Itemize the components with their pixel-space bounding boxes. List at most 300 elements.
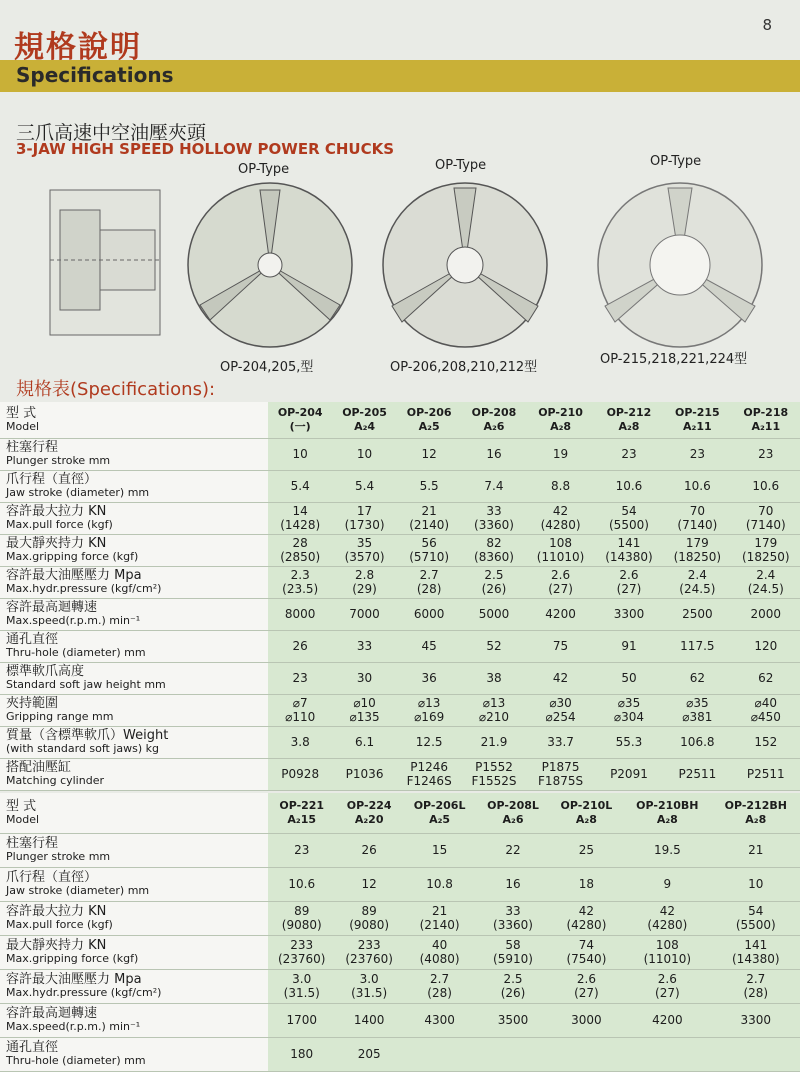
chuck-diagrams — [30, 154, 780, 375]
table-cell — [268, 1003, 335, 1037]
cell-value: 18 — [578, 877, 595, 891]
cell-value: 56 — [421, 536, 437, 550]
table-cell — [623, 935, 711, 969]
type-label-2: OP-Type — [435, 158, 487, 173]
table-cell — [663, 758, 731, 790]
model-header-line: OP-212BH — [724, 798, 787, 812]
cell-value: 3.8 — [290, 735, 310, 749]
cell-value: 38 — [486, 671, 502, 685]
table-cell — [663, 470, 731, 502]
table-row — [0, 438, 800, 470]
cell-value: P2511 — [678, 767, 717, 781]
table-cell — [268, 901, 335, 935]
table-cell — [476, 867, 549, 901]
cell-value: 74 — [578, 938, 595, 952]
cell-value: 33.7 — [547, 735, 574, 749]
table-cell — [732, 726, 800, 758]
header-title-cn: 規格說明 — [14, 30, 142, 65]
cell-value: P2091 — [610, 767, 648, 781]
cell-value: 35 — [356, 536, 373, 550]
cell-value: (5910) — [493, 952, 533, 966]
row-label-cn: 標準軟爪高度 — [6, 664, 85, 679]
model-header-line: A₂8 — [618, 419, 640, 433]
table-cell — [335, 969, 402, 1003]
table-cell — [335, 935, 402, 969]
table-cell — [268, 662, 332, 694]
model-header-line: OP-215 — [674, 405, 720, 419]
model-header-cell — [268, 402, 332, 438]
row-label-en: Max.pull force (kgf) — [6, 518, 113, 531]
row-label-cn: 最大靜夾持力 KN — [6, 938, 107, 953]
table-cell — [595, 502, 663, 534]
table-cell — [712, 901, 800, 935]
cell-value: 2.7 — [746, 972, 766, 986]
cell-value: 54 — [748, 904, 764, 918]
row-label-cn: 爪行程（直徑） — [6, 472, 98, 487]
cell-value: 3500 — [497, 1013, 529, 1027]
table-cell — [403, 1037, 476, 1071]
cell-value: (26) — [481, 582, 507, 596]
table-row — [0, 1003, 800, 1037]
model-header-line: A₂5 — [418, 419, 440, 433]
row-label-en: Jaw stroke (diameter) mm — [6, 486, 150, 499]
table-cell — [397, 630, 462, 662]
table-cell — [462, 726, 527, 758]
table-header-row — [0, 402, 800, 438]
row-label-en: Max.gripping force (kgf) — [6, 952, 139, 965]
table-cell — [268, 969, 335, 1003]
cell-value: 233 — [357, 938, 381, 952]
cell-value: 26 — [292, 639, 308, 653]
cell-value: 3.0 — [292, 972, 312, 986]
cell-value: 21 — [421, 504, 437, 518]
cell-value: ⌀254 — [545, 710, 576, 724]
cell-value: 19 — [552, 447, 569, 461]
table-cell — [268, 694, 332, 726]
cell-value: P1246 — [410, 760, 449, 774]
table-cell — [403, 867, 476, 901]
row-label-cn: 搭配油壓缸 — [6, 760, 72, 775]
row-label — [0, 969, 268, 1003]
cell-value: 2.7 — [430, 972, 450, 986]
table-cell — [403, 833, 476, 867]
cell-value: 5.4 — [355, 479, 375, 493]
table-cell — [476, 935, 549, 969]
table-cell — [397, 438, 462, 470]
table-cell — [623, 1037, 711, 1071]
cell-value: 42 — [578, 904, 595, 918]
table-cell — [732, 598, 800, 630]
cell-value: 2.6 — [576, 972, 596, 986]
cell-value: (2850) — [280, 550, 321, 564]
table-cell — [550, 901, 623, 935]
table-cell — [268, 438, 332, 470]
cell-value: ⌀210 — [478, 710, 510, 724]
table-cell — [595, 662, 663, 694]
model-header-line: A₂6 — [483, 419, 505, 433]
cell-value: (27) — [616, 582, 642, 596]
cell-value: 26 — [361, 843, 377, 857]
cell-value: 2.4 — [687, 568, 707, 582]
table-cell — [332, 758, 396, 790]
table-cell — [476, 1003, 549, 1037]
table-cell — [663, 726, 731, 758]
row-label — [0, 534, 268, 566]
table-row — [0, 470, 800, 502]
model-header-line: A₂11 — [751, 419, 781, 433]
table-cell — [526, 438, 594, 470]
cell-value: F1246S — [406, 774, 452, 788]
cell-value: 2.7 — [419, 568, 439, 582]
table-cell — [595, 534, 663, 566]
row-label — [0, 630, 268, 662]
model-header-line: OP-224 — [346, 798, 392, 812]
cell-value: 55.3 — [615, 735, 643, 749]
cell-value: 179 — [754, 536, 778, 550]
table-cell — [476, 969, 549, 1003]
model-header-line: OP-210BH — [636, 798, 699, 812]
table-cell — [268, 935, 335, 969]
table-cell — [732, 630, 800, 662]
header-title-en: Specifications — [16, 63, 174, 87]
cell-value: P2511 — [746, 767, 785, 781]
row-label — [0, 793, 268, 833]
cell-value: 2.5 — [503, 972, 523, 986]
table-cell — [595, 566, 663, 598]
table-cell — [397, 694, 462, 726]
cell-value: 5000 — [478, 607, 510, 621]
cell-value: 3.0 — [359, 972, 379, 986]
table-cell — [476, 833, 549, 867]
cell-value: (24.5) — [679, 582, 716, 596]
cell-value: (3360) — [493, 918, 533, 932]
model-header-cell — [476, 793, 549, 833]
cell-value: 3000 — [571, 1013, 602, 1027]
table-cell — [462, 566, 527, 598]
chuck-face-1 — [188, 183, 352, 347]
model-header-line: A₂8 — [745, 812, 767, 826]
row-label — [0, 1037, 268, 1071]
model-header-line: (一) — [289, 419, 311, 433]
model-header-line: A₂8 — [575, 812, 597, 826]
row-label-en: Matching cylinder — [6, 774, 104, 787]
cell-value: (9080) — [349, 918, 390, 932]
table-cell — [268, 598, 332, 630]
row-label — [0, 598, 268, 630]
cell-value: 62 — [689, 671, 705, 685]
table-row — [0, 758, 800, 790]
model-header-line: A₂8 — [656, 812, 678, 826]
table-row — [0, 598, 800, 630]
row-label-cn: 容許最大拉力 KN — [6, 504, 107, 519]
cell-value: (7140) — [677, 518, 718, 532]
table-cell — [268, 867, 335, 901]
model-header-line: A₂5 — [429, 812, 451, 826]
row-label-cn: 容許最大油壓壓力 Mpa — [6, 972, 142, 987]
cell-value: 3300 — [613, 607, 645, 621]
row-label-en: Model — [6, 812, 40, 826]
cell-value: (4080) — [419, 952, 460, 966]
cell-value: 10.6 — [752, 479, 780, 493]
model-header-line: OP-206 — [406, 405, 452, 419]
cell-value: 10 — [748, 877, 764, 891]
model-header-line: OP-205 — [342, 405, 387, 419]
cell-value: ⌀30 — [549, 696, 572, 710]
cell-value: 58 — [505, 938, 521, 952]
table-cell — [550, 1037, 623, 1071]
table-cell — [526, 534, 594, 566]
cell-value: 19.5 — [653, 843, 681, 857]
cell-value: ⌀304 — [613, 710, 645, 724]
model-header-line: OP-212 — [606, 405, 652, 419]
cell-value: F1875S — [538, 774, 584, 788]
table-cell — [663, 662, 731, 694]
cell-value: 233 — [290, 938, 314, 952]
table-cell — [595, 726, 663, 758]
cell-value: (18250) — [742, 550, 790, 564]
table-cell — [663, 534, 731, 566]
row-label — [0, 833, 268, 867]
table-row — [0, 662, 800, 694]
table-cell — [335, 901, 402, 935]
table-cell — [332, 566, 396, 598]
table-row — [0, 969, 800, 1003]
table-cell — [397, 566, 462, 598]
row-label-en: (with standard soft jaws) kg — [6, 742, 160, 755]
table-cell — [663, 598, 731, 630]
table-cell — [332, 630, 396, 662]
cell-value: (27) — [548, 582, 573, 596]
cell-value: (1428) — [280, 518, 321, 532]
cell-value: ⌀450 — [750, 710, 781, 724]
table-cell — [663, 566, 731, 598]
cell-value: 108 — [655, 938, 679, 952]
cell-value: 17 — [356, 504, 373, 518]
table-cell — [623, 1003, 711, 1037]
cell-value: 14 — [292, 504, 308, 518]
table-cell — [403, 935, 476, 969]
row-label — [0, 438, 268, 470]
table-row — [0, 726, 800, 758]
cell-value: 12.5 — [415, 735, 443, 749]
model-header-cell — [462, 402, 527, 438]
cell-value: ⌀40 — [754, 696, 778, 710]
row-label-cn: 容許最大油壓壓力 Mpa — [6, 568, 142, 583]
cell-value: 82 — [486, 536, 502, 550]
table-cell — [335, 1037, 402, 1071]
row-label — [0, 470, 268, 502]
cell-value: (14380) — [605, 550, 653, 564]
cell-value: (11010) — [643, 952, 692, 966]
model-header-line: A₂8 — [550, 419, 572, 433]
table-cell — [335, 833, 402, 867]
cell-value: (2140) — [419, 918, 460, 932]
cell-value: ⌀135 — [349, 710, 380, 724]
table-row — [0, 867, 800, 901]
table-cell — [550, 1003, 623, 1037]
cell-value: 52 — [486, 639, 502, 653]
table-cell — [397, 662, 462, 694]
table-cell — [663, 502, 731, 534]
table-cell — [526, 566, 594, 598]
row-label-en: Max.speed(r.p.m.) min⁻¹ — [6, 614, 141, 627]
model-header-line: A₂15 — [287, 812, 317, 826]
cell-value: 70 — [689, 504, 705, 518]
table-row — [0, 694, 800, 726]
cell-value: (23760) — [345, 952, 393, 966]
cell-value: (2140) — [409, 518, 450, 532]
table-cell — [623, 833, 711, 867]
cell-value: 54 — [621, 504, 637, 518]
cell-value: 2.6 — [551, 568, 571, 582]
cell-value: (23760) — [277, 952, 326, 966]
cell-value: (5500) — [735, 918, 776, 932]
row-label-cn: 柱塞行程 — [6, 836, 59, 851]
cell-value: 2.8 — [355, 568, 375, 582]
model-header-cell — [712, 793, 800, 833]
row-label — [0, 566, 268, 598]
model-header-line: OP-210 — [538, 405, 583, 419]
cell-value: 179 — [685, 536, 709, 550]
table-cell — [712, 833, 800, 867]
model-header-cell — [732, 402, 800, 438]
cell-value: 12 — [421, 447, 437, 461]
cross-section-drawing — [50, 190, 160, 335]
cell-value: ⌀381 — [682, 710, 713, 724]
model-header-cell — [268, 793, 335, 833]
table-cell — [397, 502, 462, 534]
table-cell — [550, 833, 623, 867]
cell-value: 16 — [505, 877, 521, 891]
row-label-en: Gripping range mm — [6, 710, 114, 723]
table-cell — [268, 502, 332, 534]
cell-value: 2.6 — [657, 972, 677, 986]
section-title-cn: 三爪高速中空油壓夾頭 — [16, 122, 207, 144]
table-cell — [332, 694, 396, 726]
cell-value: 4200 — [652, 1013, 683, 1027]
model-header-cell — [332, 402, 396, 438]
row-label-en: Max.hydr.pressure (kgf/cm²) — [6, 582, 162, 595]
chuck-face-2 — [383, 183, 547, 347]
table-cell — [403, 969, 476, 1003]
cell-value: (27) — [574, 986, 599, 1000]
row-label — [0, 726, 268, 758]
cell-value: 5.4 — [290, 479, 310, 493]
type-label-1: OP-Type — [238, 162, 290, 177]
cell-value: (14380) — [732, 952, 780, 966]
table-cell — [462, 630, 527, 662]
row-label-cn: 容許最高迴轉速 — [6, 1006, 98, 1021]
table-cell — [268, 758, 332, 790]
cell-value: 89 — [361, 904, 377, 918]
cell-value: 7.4 — [484, 479, 504, 493]
table-cell — [332, 534, 396, 566]
cell-value: 89 — [294, 904, 310, 918]
cell-value: 62 — [758, 671, 774, 685]
model-header-cell — [595, 402, 663, 438]
table-cell — [332, 502, 396, 534]
table-cell — [595, 598, 663, 630]
cell-value: 4300 — [424, 1013, 455, 1027]
table-cell — [397, 726, 462, 758]
row-label-cn: 型 式 — [6, 405, 37, 421]
table-cell — [550, 867, 623, 901]
model-header-line: OP-206L — [413, 798, 466, 812]
row-label-en: Thru-hole (diameter) mm — [6, 1054, 146, 1067]
cell-value: (7540) — [566, 952, 607, 966]
row-label — [0, 935, 268, 969]
cell-value: 75 — [552, 639, 569, 653]
spec-table-1 — [0, 402, 800, 791]
cell-value: 2500 — [682, 607, 713, 621]
table-cell — [268, 833, 335, 867]
table-cell — [595, 438, 663, 470]
cell-value: 117.5 — [680, 639, 715, 653]
cell-value: 12 — [361, 877, 377, 891]
model-header-cell — [403, 793, 476, 833]
cell-value: 152 — [754, 735, 778, 749]
cell-value: 28 — [292, 536, 308, 550]
cell-value: P1875 — [541, 760, 580, 774]
table-cell — [732, 758, 800, 790]
cell-value: 36 — [421, 671, 437, 685]
table-cell — [332, 662, 396, 694]
row-label-en: Standard soft jaw height mm — [6, 678, 166, 691]
table-cell — [732, 662, 800, 694]
cell-value: (27) — [655, 986, 680, 1000]
cell-value: 10.6 — [615, 479, 643, 493]
cell-value: ⌀13 — [417, 696, 441, 710]
model-header-line: A₂4 — [354, 419, 376, 433]
table-cell — [526, 758, 594, 790]
row-label-en: Max.hydr.pressure (kgf/cm²) — [6, 986, 162, 999]
table-cell — [526, 726, 594, 758]
cell-value: 23 — [294, 843, 310, 857]
cell-value: (29) — [352, 582, 377, 596]
table-cell — [397, 758, 462, 790]
cell-value: (3570) — [344, 550, 385, 564]
spec-table-title: 規格表(Specifications): — [16, 379, 216, 400]
model-header-cell — [335, 793, 402, 833]
row-label — [0, 758, 268, 790]
model-header-cell — [663, 402, 731, 438]
row-label-en: Jaw stroke (diameter) mm — [6, 884, 150, 897]
row-label — [0, 901, 268, 935]
cell-value: (9080) — [281, 918, 322, 932]
table-cell — [663, 438, 731, 470]
cell-value: P1552 — [475, 760, 513, 774]
cell-value: 21 — [431, 904, 448, 918]
table-cell — [663, 630, 731, 662]
cell-value: ⌀35 — [617, 696, 641, 710]
cell-value: 4200 — [545, 607, 576, 621]
model-header-cell — [397, 402, 462, 438]
cell-value: P1036 — [345, 767, 384, 781]
table-cell — [476, 901, 549, 935]
row-label-en: Max.gripping force (kgf) — [6, 550, 139, 563]
table-cell — [397, 598, 462, 630]
cell-value: ⌀7 — [292, 696, 308, 710]
table-cell — [268, 470, 332, 502]
model-header-line: OP-208L — [487, 798, 539, 812]
model-header-line: A₂6 — [502, 812, 524, 826]
cell-value: 2.5 — [484, 568, 504, 582]
figure-caption-3: OP-215,218,221,224型 — [600, 352, 748, 367]
table-row — [0, 901, 800, 935]
table-cell — [712, 867, 800, 901]
table-cell — [732, 694, 800, 726]
row-label — [0, 694, 268, 726]
